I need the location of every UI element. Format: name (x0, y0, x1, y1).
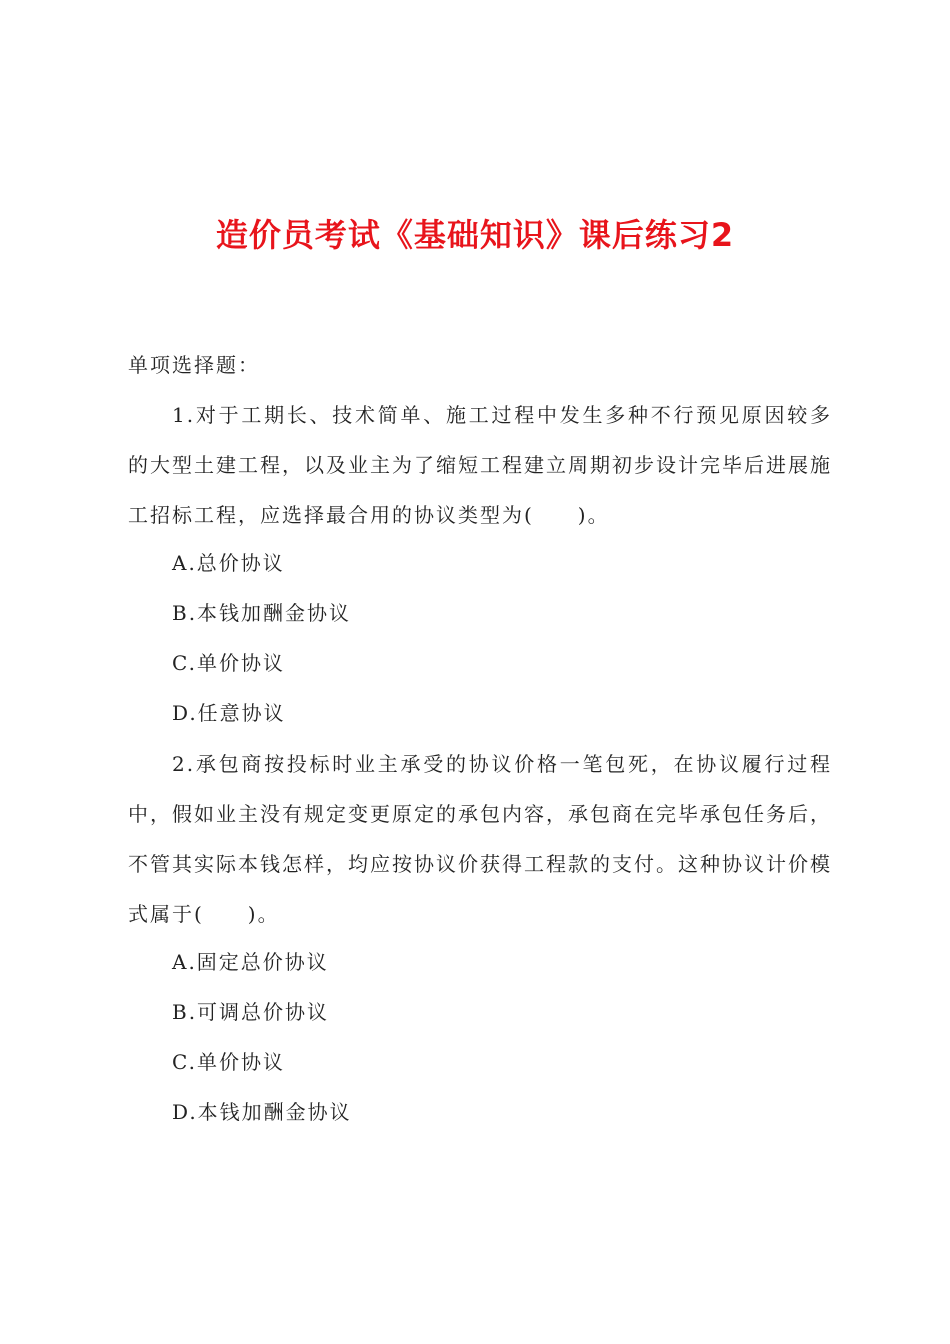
section-label: 单项选择题： (128, 353, 260, 377)
question-1-option-c: C.单价协议 (172, 651, 285, 675)
question-2-option-c: C.单价协议 (172, 1050, 285, 1074)
question-2-text: 2.承包商按投标时业主承受的协议价格一笔包死，在协议履行过程中，假如业主没有规定变更原定的承包内容，承包商在完毕承包任务后，不管其实际本钱怎样，均应按协议价获得工程款的支付。这种协议计价模式属于( )。 (128, 752, 832, 926)
question-1-option-b: B.本钱加酬金协议 (172, 601, 352, 625)
question-2-option-b: B.可调总价协议 (172, 1000, 330, 1024)
question-1-option-d: D.任意协议 (172, 701, 286, 725)
question-1-option-a: A.总价协议 (172, 551, 285, 575)
question-2-option-d: D.本钱加酬金协议 (172, 1100, 352, 1124)
document-title: 造价员考试《基础知识》课后练习2 (215, 216, 735, 254)
question-1-text: 1.对于工期长、技术简单、施工过程中发生多种不行预见原因较多的大型土建工程，以及业主为了缩短工程建立周期初步设计完毕后进展施工招标工程，应选择最合用的协议类型为( )。 (128, 403, 832, 527)
question-2-option-a: A.固定总价协议 (172, 950, 329, 974)
